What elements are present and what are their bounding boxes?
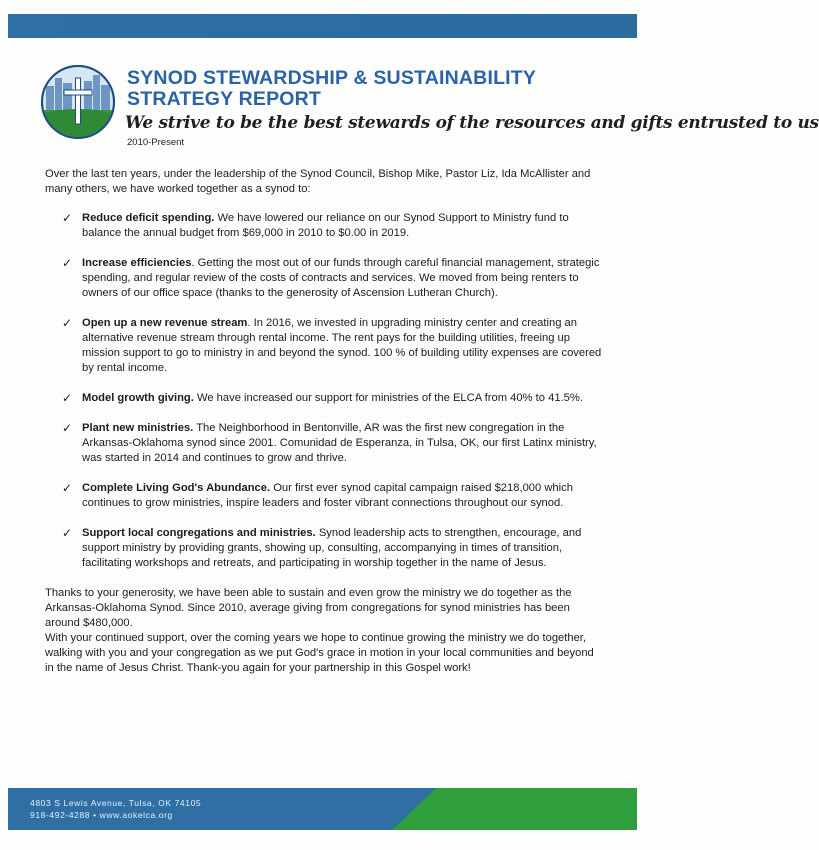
title-line-2: STRATEGY REPORT [127,88,322,110]
list-item [45,256,605,301]
point-text: . In 2016, we invested in upgrading ministry center and creating an alternative revenue stream through rental income. The rent pays for the building utilities, freeing up mission support to go to ministry in and beyond the synod. 100 % of building utility expenses are covered by rental income. [82,317,602,374]
list-item [45,526,605,571]
point-heading: Plant new ministries. [82,422,194,434]
point-heading: Complete Living God's Abundance. [82,482,271,494]
checkmark-icon: ✓ [62,211,73,225]
accomplishments-list [45,211,605,571]
point-heading: Reduce deficit spending. [82,212,215,224]
checkmark-icon: ✓ [62,256,73,270]
checkmark-icon: ✓ [62,316,73,330]
footer-green-accent [392,788,637,830]
point-text: Our first ever synod capital campaign raised $218,000 which continues to grow ministries, inspire leaders and foster vibrant connections throughout our synod. [82,482,573,509]
point-text: . Getting the most out of our funds through careful financial management, strategic spending, and regular review of the costs of contracts and services. We moved from being renters to owners of our office space (thanks to the generosity of Ascension Lutheran Church). [82,257,600,299]
point-text: We have increased our support for ministries of the ELCA from 40% to 41.5%. [193,392,583,404]
list-item [45,316,605,376]
report-body [45,167,605,676]
top-banner-bar [8,14,637,38]
list-item [45,391,605,406]
footer-contact [30,797,201,821]
date-range: 2010-Present [127,137,185,148]
checkmark-icon: ✓ [62,481,73,495]
page-title [127,68,567,110]
checkmark-icon: ✓ [62,421,73,435]
point-heading: Model growth giving. [82,392,194,404]
point-text: The Neighborhood in Bentonville, AR was the first new congregation in the Arkansas-Oklahoma synod since 2001. Comunidad de Esperanza, in Tulsa, OK, our first Latinx ministry, was started in 2014 and continues to grow and thrive. [82,422,597,464]
footer-bar [8,788,637,830]
point-heading: Support local congregations and ministries. [82,527,316,539]
point-text: We have lowered our reliance on our Synod Support to Ministry fund to balance the annual budget from $69,000 in 2010 to $0.00 in 2019. [82,212,569,239]
list-item [45,211,605,241]
checkmark-icon: ✓ [62,391,73,405]
synod-logo-icon [40,64,116,140]
intro-paragraph: Over the last ten years, under the leadership of the Synod Council, Bishop Mike, Pastor Liz, Ida McAllister and many others, we have worked together as a synod to: [45,168,591,195]
tagline: We strive to be the best stewards of the resources and gifts entrusted to us [125,113,819,133]
footer-phone-web: 918-492-4288 • www.aokelca.org [30,810,173,820]
checkmark-icon: ✓ [62,526,73,540]
list-item [45,481,605,511]
closing-paragraph-1: Thanks to your generosity, we have been able to sustain and even grow the ministry we do together as the Arkansas-Oklahoma Synod. Since 2010, average giving from congregations for synod ministries has been around $480,000. [45,587,572,629]
title-line-1: SYNOD STEWARDSHIP & SUSTAINABILITY [127,67,537,89]
list-item [45,421,605,466]
point-heading: Increase efficiencies [82,257,192,269]
footer-address: 4803 S Lewis Avenue, Tulsa, OK 74105 [30,798,202,808]
closing-paragraph-2: With your continued support, over the coming years we hope to continue growing the ministry we do together, walking with you and your congregation as we put God's grace in motion in your local communities and beyond in the name of Jesus Christ. Thank-you again for your partnership in this Gospel work! [45,632,594,674]
point-text: Synod leadership acts to strengthen, encourage, and support ministry by providing grants, showing up, consulting, accompanying in times of transition, facilitating workshops and retreats, and participating in worship together in the name of Jesus. [82,527,582,569]
point-heading: Open up a new revenue stream [82,317,248,329]
